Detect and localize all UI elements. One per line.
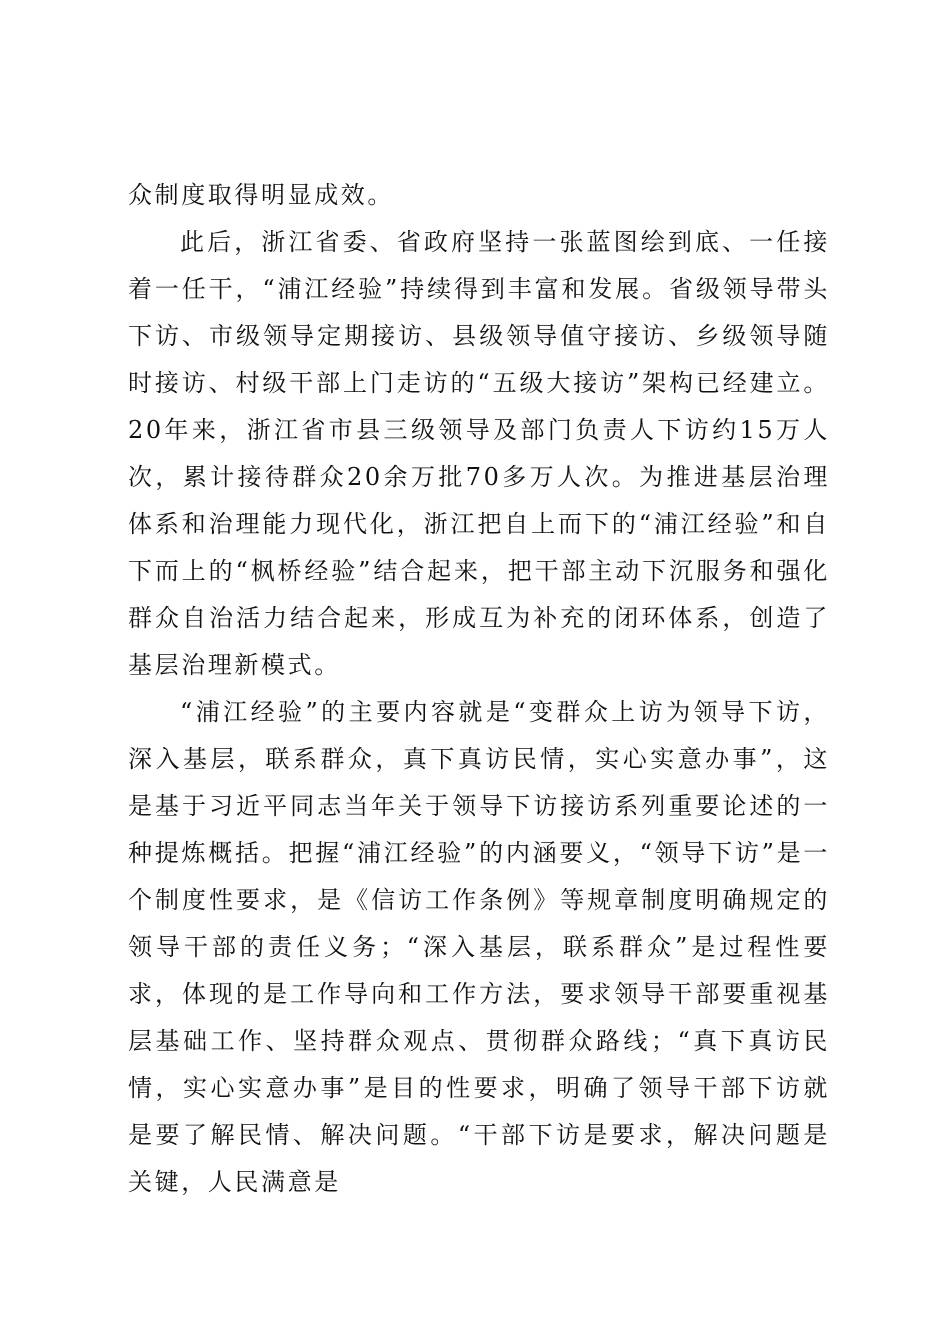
paragraph-pujiang-experience: “浦江经验”的主要内容就是“变群众上访为领导下访，深入基层，联系群众，真下真访民情，实心实意办事”，这是基于习近平同志当年关于领导下访接访系列重要论述的一种提炼概括。把握“浦江经验”的内涵要义，“领导下访”是一个制度性要求，是《信访工作条例》等规章制度明确规定的领导干部的责任义务；“深入基层，联系群众”是过程性要求，体现的是工作导向和工作方法，要求领导干部要重视基层基础工作、坚持群众观点、贯彻群众路线；“真下真访民情，实心实意办事”是目的性要求，明确了领导干部下访就是要了解民情、解决问题。“干部下访是要求，解决问题是关键，人民满意是 bbox=[128, 698, 830, 1196]
paragraph-zhejiang-development: 此后，浙江省委、省政府坚持一张蓝图绘到底、一任接着一任干，“浦江经验”持续得到丰富和发展。省级领导带头下访、市级领导定期接访、县级领导值守接访、乡级领导随时接访、村级干部上门走访的“五级大接访”架构已经建立。20年来，浙江省市县三级领导及部门负责人下访约15万人次，累计接待群众20余万批70多万人次。为推进基层治理体系和治理能力现代化，浙江把自上而下的“浦江经验”和自下而上的“枫桥经验”结合起来，把干部主动下沉服务和强化群众自治活力结合起来，形成互为补充的闭环体系，创造了基层治理新模式。 bbox=[128, 228, 830, 679]
paragraph-continuation: 众制度取得明显成效。 bbox=[128, 181, 394, 209]
document-body bbox=[128, 172, 830, 1206]
